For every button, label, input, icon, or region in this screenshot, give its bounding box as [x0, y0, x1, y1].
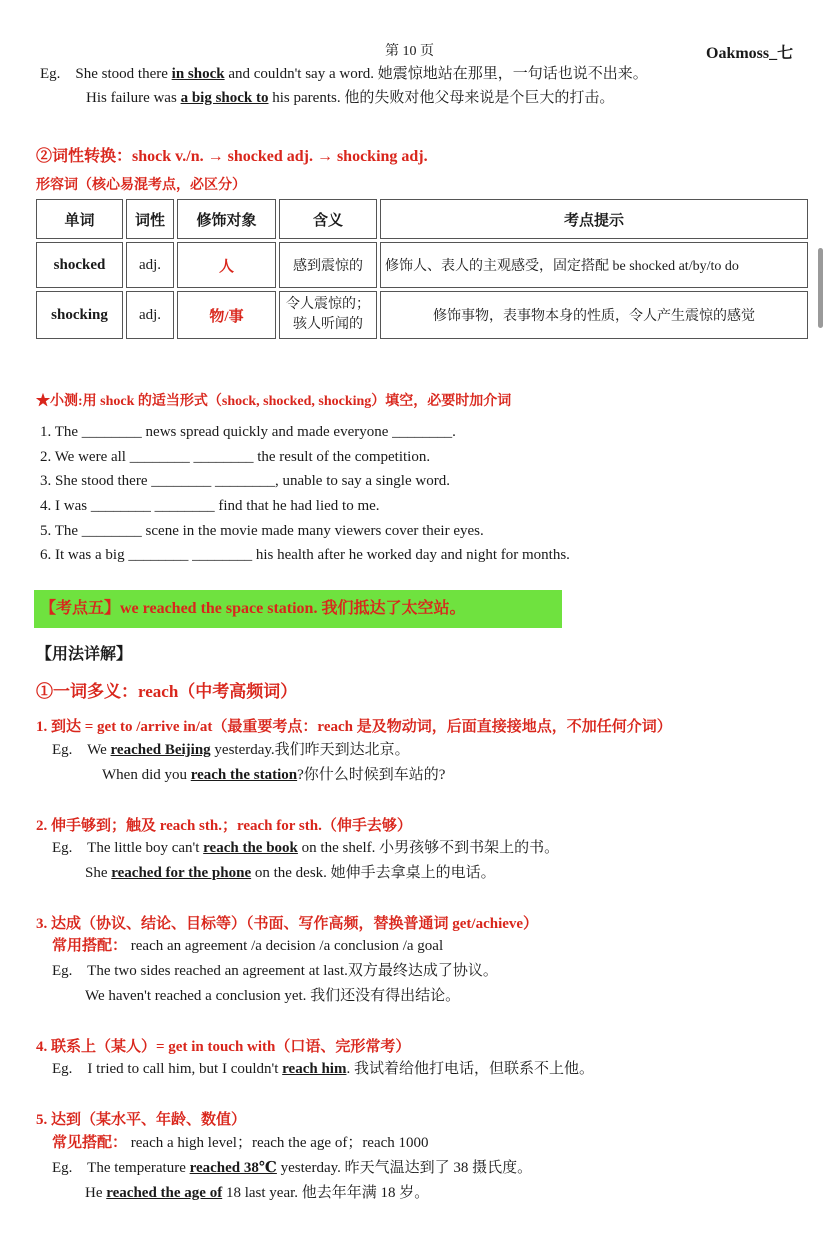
table-header-row — [36, 199, 808, 239]
section-subtitle: 形容词（核心易混考点，必区分） — [36, 178, 246, 193]
table-cell-target: 物/事 — [177, 291, 276, 339]
key-phrase: a big shock to — [180, 90, 269, 106]
key-phrase: in shock — [171, 66, 225, 82]
quiz-item: 4. I was ________ ________ find that he had lied to me. — [40, 498, 380, 514]
example-text: She — [85, 865, 112, 881]
example-line — [85, 1183, 429, 1203]
example-text: yesterday.我们昨天到达北京。 — [210, 742, 410, 758]
meaning-title: 4. 联系上（某人）= get in touch with（口语、完形常考） — [36, 1039, 411, 1055]
meaning-title: 1. 到达 = get to /arrive in/at（最重要考点：reach 是及物动词，后面直接接地点，不加任何介词） — [36, 719, 672, 735]
collocation-line — [52, 1133, 429, 1153]
usage-heading: 【用法详解】 — [36, 646, 133, 663]
quiz-title: ★小测:用 shock 的适当形式（shock, shocked, shocking）填空，必要时加介词 — [36, 394, 512, 409]
example-text: . 我试着给他打电话，但联系不上他。 — [346, 1061, 594, 1077]
example-line — [52, 740, 410, 760]
multi-meaning-heading: ①一词多义：reach（中考高频词） — [36, 682, 298, 701]
quiz-item: 6. It was a big ________ ________ his health after he worked day and night for months. — [40, 547, 570, 563]
example-text: yesterday. 昨天气温达到了 38 摄氏度。 — [276, 1160, 533, 1176]
key-phrase: reach him — [282, 1061, 347, 1077]
example-text: and couldn't say a word. 她震惊地站在那里，一句话也说不出来。 — [224, 66, 648, 82]
eg-label: Eg. — [52, 742, 73, 758]
table-row — [36, 242, 808, 288]
page-number: 第 10 页 — [385, 44, 434, 59]
quiz-item: 5. The ________ scene in the movie made many viewers cover their eyes. — [40, 523, 484, 539]
table-cell-tip: 修饰事物，表事物本身的性质，令人产生震惊的感觉 — [380, 291, 808, 339]
key-phrase: reach the station — [190, 767, 298, 783]
quiz-item: 3. She stood there ________ ________, unable to say a single word. — [40, 473, 450, 489]
table-header-cell: 修饰对象 — [177, 199, 276, 239]
eg-label: Eg. — [52, 840, 73, 856]
key-phrase: reached the age of — [106, 1185, 223, 1201]
collocation-text: reach a high level；reach the age of；reach 1000 — [127, 1135, 429, 1151]
eg-label: Eg. — [52, 1061, 73, 1077]
meaning-line: 令人震惊的； — [286, 297, 370, 312]
example-text: She stood there — [75, 66, 172, 82]
example-text: We — [87, 742, 111, 758]
comparison-table — [33, 196, 811, 342]
collocation-label: 常见搭配： — [52, 1135, 128, 1151]
example-text: He — [85, 1185, 107, 1201]
example-line — [52, 1059, 594, 1079]
table-row — [36, 291, 808, 339]
key-phrase: reached Beijing — [110, 742, 211, 758]
key-phrase: reach the book — [203, 840, 298, 856]
example-text: his parents. 他的失败对他父母来说是个巨大的打击。 — [268, 90, 615, 106]
example-line — [85, 863, 496, 883]
example-text: on the desk. 她伸手去拿桌上的电话。 — [251, 865, 496, 881]
example-text: When did you — [102, 767, 191, 783]
brand-name: Oakmoss_七 — [706, 45, 794, 62]
example-text: on the shelf. 小男孩够不到书架上的书。 — [297, 840, 560, 856]
collocation-line — [52, 936, 443, 956]
meaning-title: 5. 达到（某水平、年龄、数值） — [36, 1112, 247, 1128]
table-header-cell: 单词 — [36, 199, 123, 239]
example-line — [52, 838, 559, 858]
point-banner: 【考点五】we reached the space station. 我们抵达了太空站。 — [34, 590, 562, 628]
example-text: ?你什么时候到车站的? — [297, 767, 446, 783]
table-cell-pos: adj. — [126, 242, 174, 288]
example-line: We haven't reached a conclusion yet. 我们还没有得出结论。 — [85, 988, 461, 1004]
table-cell-meaning: 感到震惊的 — [279, 242, 377, 288]
eg-label: Eg. — [52, 963, 73, 979]
collocation-text: reach an agreement /a decision /a conclusion /a goal — [127, 938, 444, 954]
example-text: The two sides reached an agreement at last.双方最终达成了协议。 — [87, 963, 498, 979]
scrollbar-thumb[interactable] — [818, 248, 823, 328]
table-cell-pos: adj. — [126, 291, 174, 339]
example-line — [40, 64, 648, 84]
example-text: I tried to call him, but I couldn't — [87, 1061, 283, 1077]
example-line — [52, 961, 498, 981]
example-text: His failure was — [86, 90, 181, 106]
table-cell-word: shocking — [36, 291, 123, 339]
table-header-cell: 词性 — [126, 199, 174, 239]
example-text: The little boy can't — [87, 840, 204, 856]
table-cell-meaning — [279, 291, 377, 339]
collocation-label: 常用搭配： — [52, 938, 128, 954]
meaning-title: 3. 达成（协议、结论、目标等）（书面、写作高频，替换普通词 get/achieve） — [36, 916, 539, 932]
key-phrase: reached for the phone — [111, 865, 252, 881]
table-header-cell: 含义 — [279, 199, 377, 239]
key-phrase: reached 38℃ — [189, 1160, 277, 1176]
table-cell-word: shocked — [36, 242, 123, 288]
section-title: ②词性转换：shock v./n. → shocked adj. → shocking adj. — [36, 148, 428, 165]
example-text: The temperature — [87, 1160, 190, 1176]
table-cell-tip: 修饰人、表人的主观感受，固定搭配 be shocked at/by/to do — [380, 242, 808, 288]
quiz-item: 2. We were all ________ ________ the result of the competition. — [40, 449, 431, 465]
example-line — [52, 1158, 532, 1178]
example-text: 18 last year. 他去年年满 18 岁。 — [222, 1185, 430, 1201]
table-header-cell: 考点提示 — [380, 199, 808, 239]
meaning-line: 骇人听闻的 — [293, 317, 363, 332]
quiz-item: 1. The ________ news spread quickly and made everyone ________. — [40, 424, 456, 440]
example-line — [102, 765, 445, 785]
eg-label: Eg. — [52, 1160, 73, 1176]
table-cell-target: 人 — [177, 242, 276, 288]
meaning-title: 2. 伸手够到；触及 reach sth.；reach for sth.（伸手去够） — [36, 818, 412, 834]
example-line — [86, 88, 614, 108]
eg-label: Eg. — [40, 66, 61, 82]
